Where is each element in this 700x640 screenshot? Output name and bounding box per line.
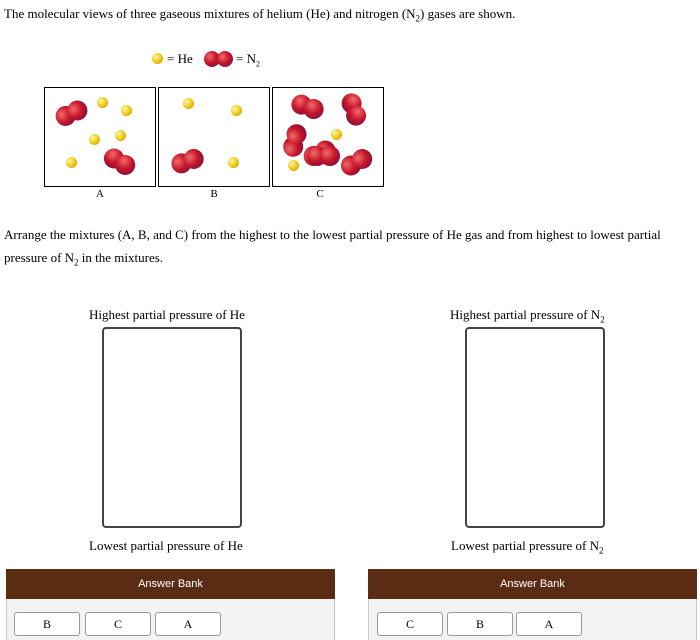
he-lowest-label: Lowest partial pressure of He	[89, 538, 243, 553]
helium-atom-icon	[89, 134, 100, 145]
he-highest-label: Highest partial pressure of He	[89, 307, 245, 322]
nitrogen-molecule-icon	[169, 146, 208, 176]
nitrogen-molecule-icon	[307, 146, 341, 166]
nitrogen-molecule-icon	[339, 91, 369, 130]
answer-chip-b[interactable]: B	[447, 612, 513, 636]
nitrogen-molecule-icon	[204, 51, 236, 67]
helium-atom-icon	[152, 53, 163, 64]
helium-atom-icon	[228, 157, 239, 168]
intro-text-main: The molecular views of three gaseous mixtures of helium (He) and nitrogen (N	[4, 6, 416, 21]
nitrogen-molecule-icon	[100, 145, 139, 179]
answer-chip-c[interactable]: C	[85, 612, 151, 636]
mixture-label-a: A	[96, 188, 104, 200]
he-ranking-dropzone[interactable]	[102, 327, 242, 528]
helium-atom-icon	[231, 105, 242, 116]
intro-subscript: 2	[415, 13, 421, 24]
helium-atom-icon	[331, 129, 342, 140]
n2-ranking-dropzone[interactable]	[465, 327, 605, 528]
helium-atom-icon	[115, 130, 126, 141]
nitrogen-molecule-icon	[52, 97, 91, 129]
mixture-box-a	[44, 87, 156, 187]
nitrogen-legend-label: = $N_2$	[236, 51, 260, 69]
answer-chip-a[interactable]: A	[516, 612, 582, 636]
mixture-label-c: C	[316, 188, 324, 200]
question-text	[4, 223, 700, 275]
helium-atom-icon	[121, 105, 132, 116]
answer-bank-header-he: Answer Bank	[6, 569, 335, 599]
mixture-label-b: B	[210, 188, 218, 200]
n2-highest-label: Highest partial pressure of $N_2$	[450, 307, 605, 325]
n2-lowest-label: Lowest partial pressure of $N_2$	[451, 538, 604, 556]
answer-bank-header-n2: Answer Bank	[368, 569, 697, 599]
helium-legend-label: = He	[167, 51, 193, 66]
nitrogen-molecule-icon	[289, 92, 328, 122]
helium-atom-icon	[288, 160, 299, 171]
answer-chip-c[interactable]: C	[377, 612, 443, 636]
answer-chip-b[interactable]: B	[14, 612, 80, 636]
nitrogen-molecule-icon	[337, 145, 376, 179]
answer-chip-a[interactable]: A	[155, 612, 221, 636]
intro-text	[4, 6, 515, 24]
question-line-2: pressure of $N_2$ in the mixtures.	[4, 250, 164, 268]
helium-atom-icon	[183, 98, 194, 109]
helium-atom-icon	[66, 157, 77, 168]
intro-text-end: ) gases are shown.	[420, 6, 516, 21]
helium-atom-icon	[97, 97, 108, 108]
mixture-box-c	[272, 87, 384, 187]
question-line-1: Arrange the mixtures (A, B, and C) from the highest to the lowest partial pressure of He gas and from highest to lowest partial	[4, 227, 661, 242]
mixture-box-b	[158, 87, 270, 187]
